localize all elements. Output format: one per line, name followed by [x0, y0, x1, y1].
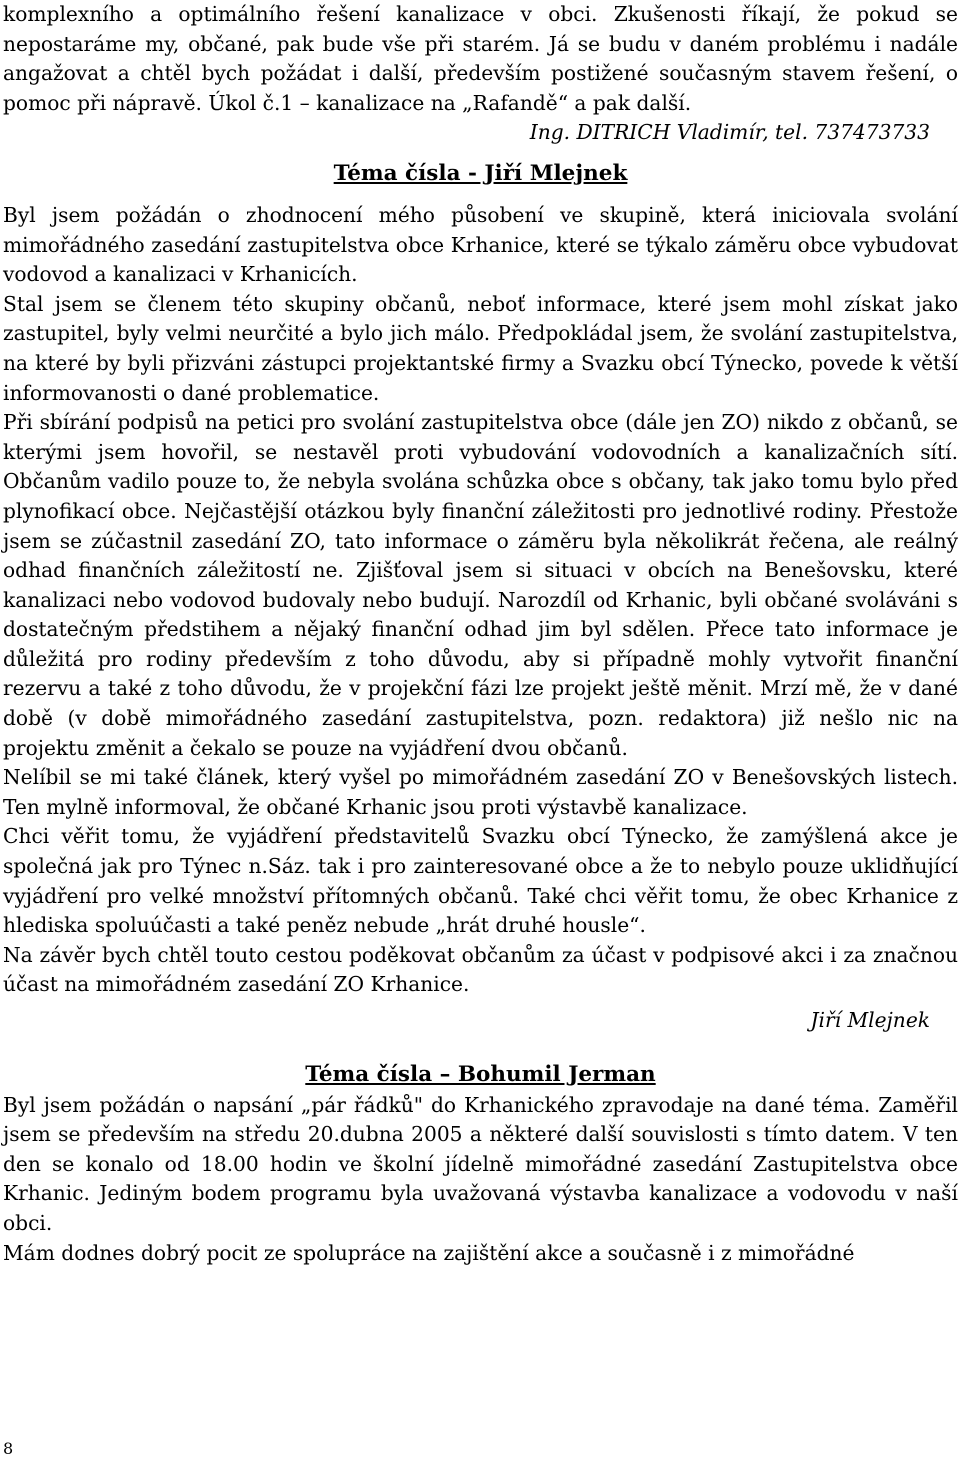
- author-signature-mlejnek: Jiří Mlejnek: [810, 1008, 930, 1032]
- mlejnek-paragraph-4: Nelíbil se mi také článek, který vyšel po mimořádném zasedání ZO v Benešovských listech. Ten mylně informoval, že občané Krhanic jsou proti výstavbě kanalizace.: [3, 765, 958, 819]
- mlejnek-paragraph-2: Stal jsem se členem této skupiny občanů, neboť informace, které jsem mohl získat jako zastupitel, byly velmi neurčité a bylo jich málo. Předpokládal jsem, že svolání zastupitelstva, na které by byli přizváni zástupci projektantské firmy a Svazku obcí Týnecko, povede k větší informovanosti o dané problematice.: [3, 291, 958, 405]
- jerman-paragraph-1: Byl jsem požádán o napsání „pár řádků" do Krhanického zpravodaje na dané téma. Zaměřil jsem se především na středu 20.dubna 2005 a některé další souvislosti s tímto datem. V ten den se konalo od 18.00 hodin ve školní jídelně mimořádné zasedání Zastupitelstva obce Krhanic. Jediným bodem programu byla uvažovaná výstavba kanalizace a vodovodu v naší obci.: [3, 1092, 958, 1235]
- document-page: [3, 0, 958, 1268]
- section-title-mlejnek: Téma čísla - Jiří Mlejnek: [333, 160, 628, 186]
- page-number: 8: [3, 1439, 14, 1458]
- section-title-jerman: Téma čísla – Bohumil Jerman: [305, 1061, 656, 1087]
- mlejnek-paragraph-1: Byl jsem požádán o zhodnocení mého působení ve skupině, která iniciovala svolání mimořádného zasedání zastupitelstva obce Krhanice, které se týkalo záměru obce vybudovat vodovod a kanalizaci v Krhanicích.: [3, 202, 958, 287]
- mlejnek-paragraph-3: Při sbírání podpisů na petici pro svolání zastupitelstva obce (dále jen ZO) nikdo z občanů, se kterými jsem hovořil, se nestavěl proti vybudování vodovodních a kanalizačních sítí. Občanům vadilo pouze to, že nebyla svolána schůzka obce s občany, tak jako tomu bylo před plynofikací obce. Nejčastější otázkou byly finanční záležitosti pro jednotlivé rodiny. Přestože jsem se zúčastnil zasedání ZO, tato informace o záměru byla několikrát řečena, ale reálný odhad finančních záležitostí ne. Zjišťoval jsem si situaci v obcích na Benešovsku, které kanalizaci nebo vodovod budovaly nebo budují. Narozdíl od Krhanic, byli občané svoláváni s dostatečným předstihem a nějaký finanční odhad jim byl sdělen. Přece tato informace je důležitá pro rodiny především z toho důvodu, aby si případně mohly vytvořit finanční rezervu a také z toho důvodu, že v projekční fázi lze projekt ještě měnit. Mrzí mě, že v dané době (v době mimořádného zasedání zastupitelstva, pozn. redaktora) již nešlo nic na projektu změnit a čekalo se pouze na vyjádření dvou občanů.: [3, 410, 958, 760]
- intro-paragraph: komplexního a optimálního řešení kanalizace v obci. Zkušenosti říkají, že pokud se nepostaráme my, občané, pak bude vše při starém. Já se budu v daném problému i nadále angažovat a chtěl bych požádat i další, především postižené současným stavem řešení, o pomoc při nápravě. Úkol č.1 – kanalizace na „Rafandě“ a pak další.: [3, 2, 958, 115]
- mlejnek-paragraph-5: Chci věřit tomu, že vyjádření představitelů Svazku obcí Týnecko, že zamýšlená akce je společná jak pro Týnec n.Sáz. tak i pro zainteresované obce a že to nebylo pouze uklidňující vyjádření pro velké množství přítomných občanů. Také chci věřit tomu, že obec Krhanice z hlediska spoluúčasti a také peněz nebude „hrát druhé housle“.: [3, 824, 958, 938]
- jerman-last-line: Mám dodnes dobrý pocit ze spolupráce na zajištění akce a současně i z mimořádné: [3, 1240, 855, 1265]
- author-signature-ditrich: Ing. DITRICH Vladimír, tel. 737473733: [529, 120, 930, 145]
- mlejnek-paragraph-6: Na závěr bych chtěl touto cestou poděkovat občanům za účast v podpisové akci i za značnou účast na mimořádném zasedání ZO Krhanice.: [3, 942, 958, 997]
